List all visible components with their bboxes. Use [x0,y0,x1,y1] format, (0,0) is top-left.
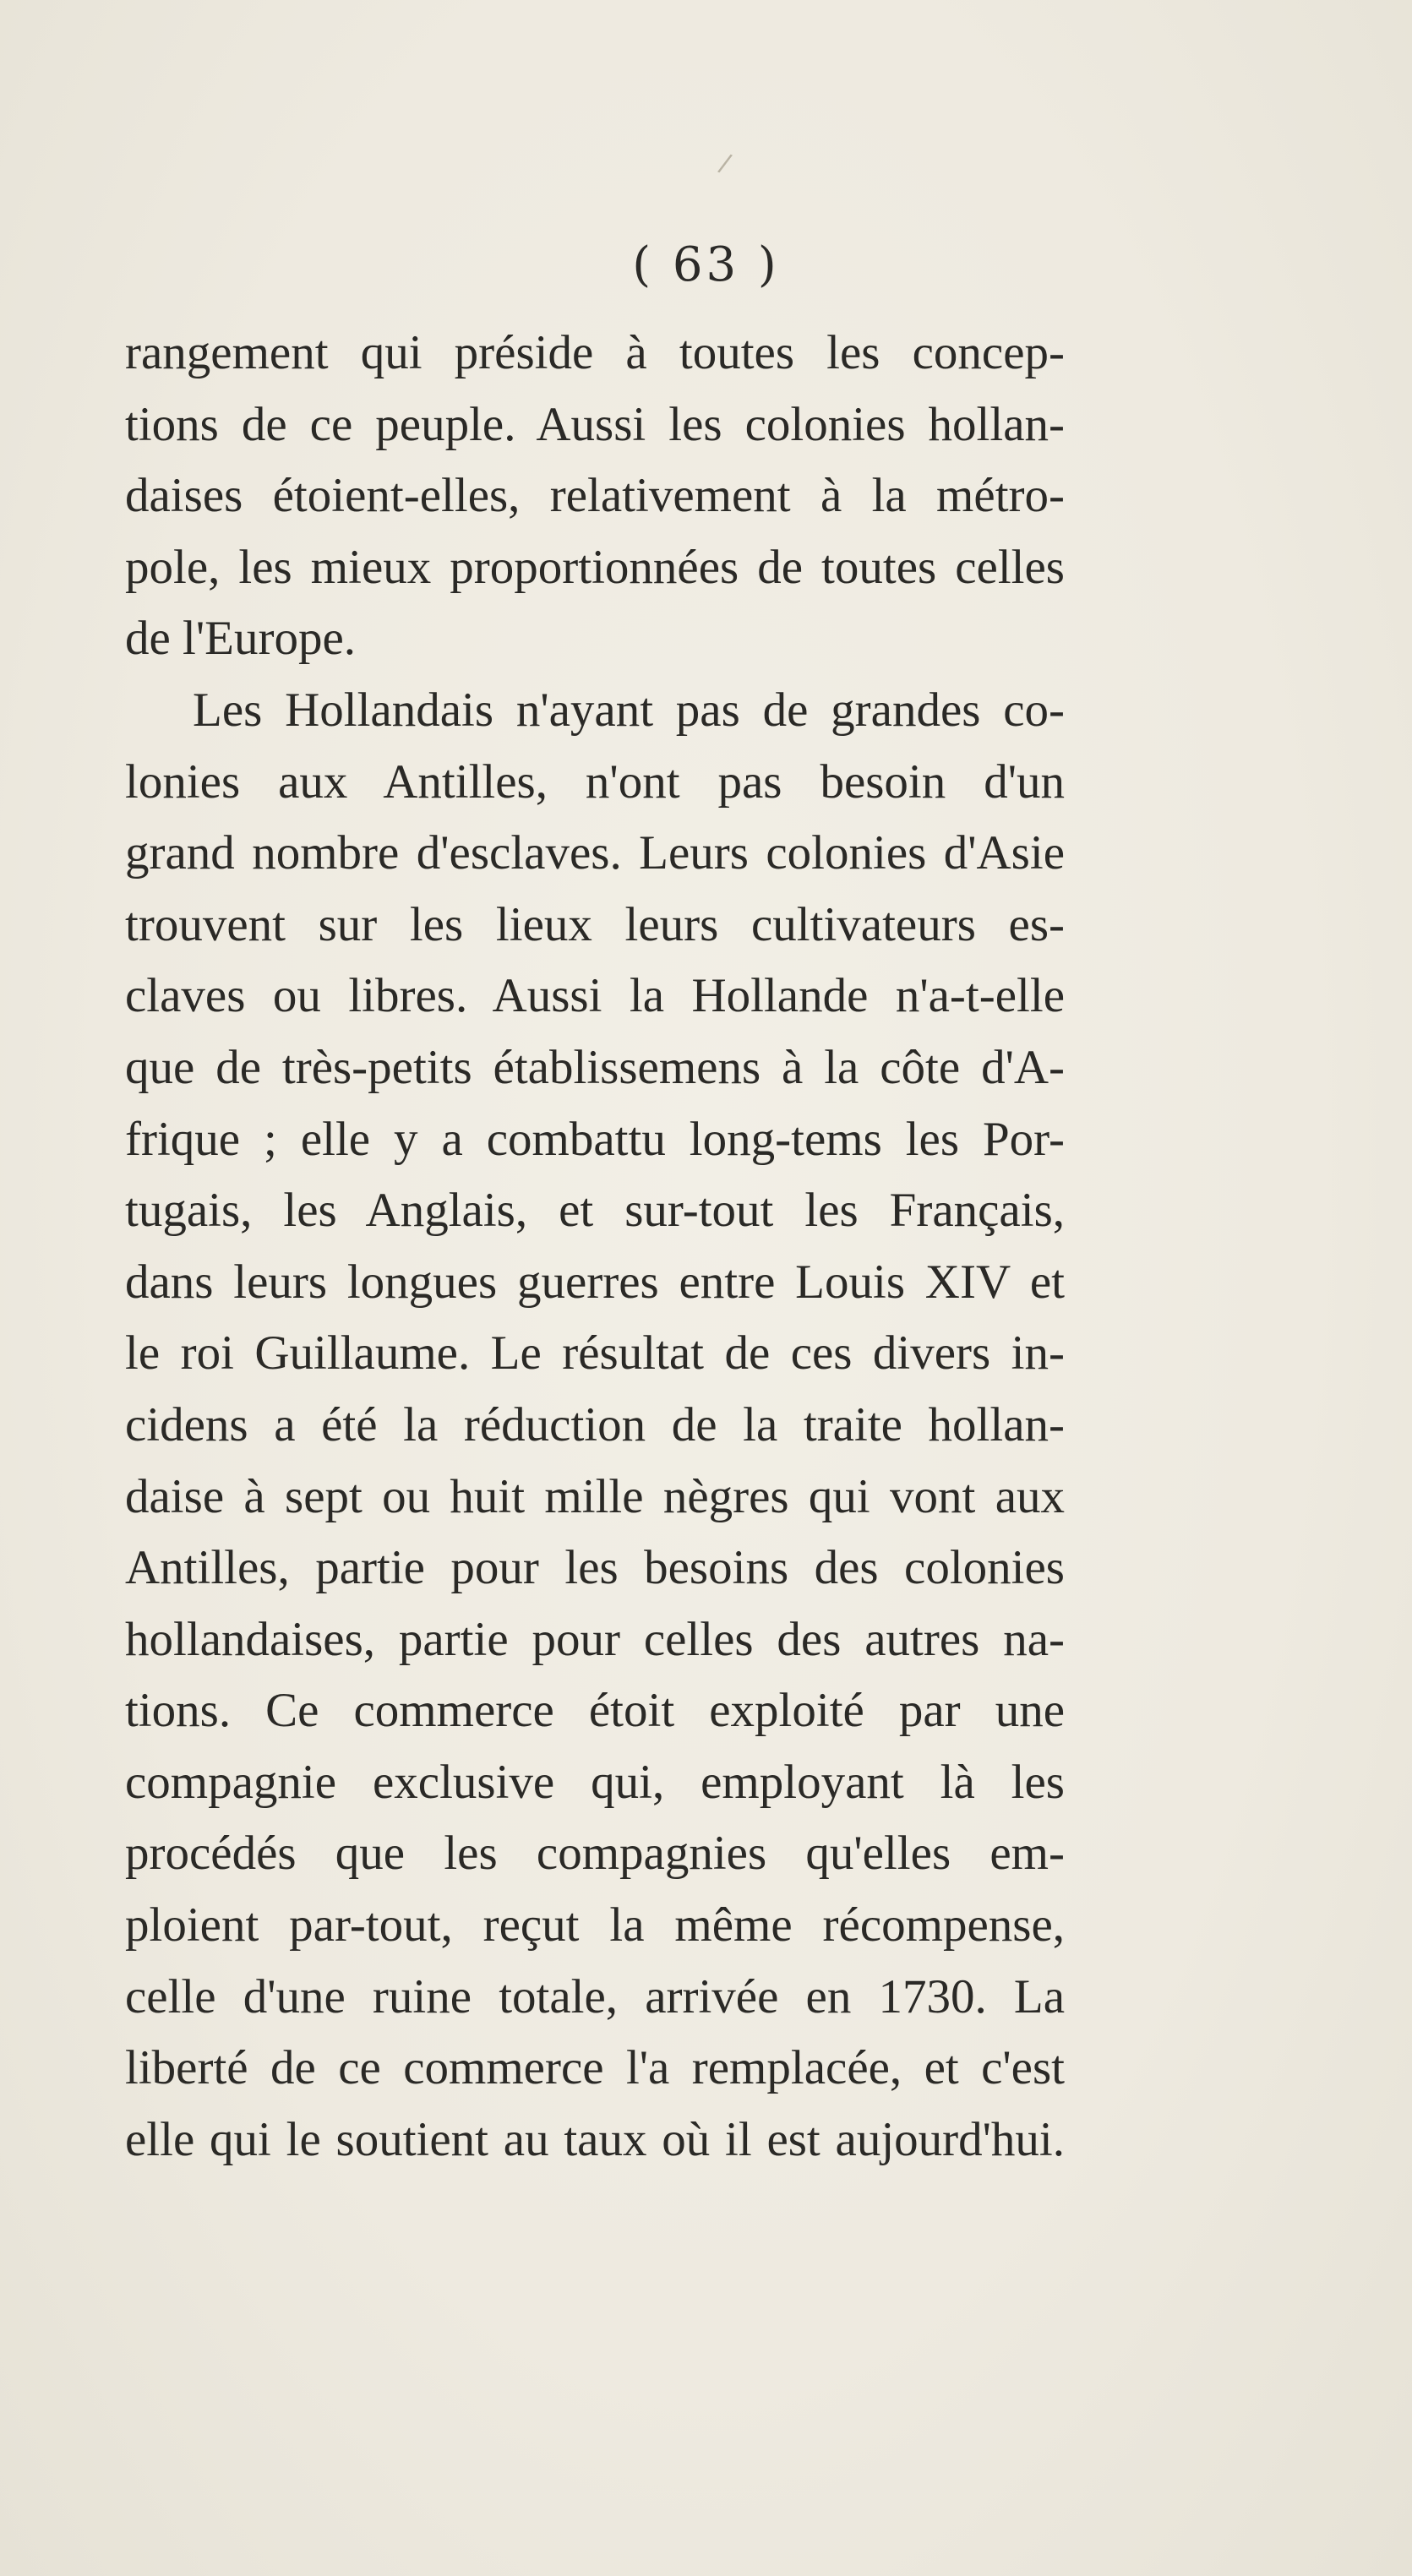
paragraph-start-line: Les Hollandais n'ayant pas de grandes co- [193,683,1065,737]
text-line: trouvent sur les lieux leurs cultivateurs es- [125,897,1065,951]
text-line: hollandaises, partie pour celles des autres na- [125,1612,1065,1666]
text-line: le roi Guillaume. Le résultat de ces divers in- [125,1326,1065,1381]
ink-speck: / [716,148,734,179]
text-line: rangement qui préside à toutes les concep- [125,326,1065,379]
body-text [125,318,1065,2176]
text-line: tions. Ce commerce étoit exploité par une [125,1684,1065,1738]
text-line: celle d'une ruine totale, arrivée en 1730. La [125,1969,1065,2023]
text-line: compagnie exclusive qui, employant là les [125,1755,1065,1809]
text-line: dans leurs longues guerres entre Louis XIV et [125,1255,1065,1309]
text-line: de l'Europe. [125,612,357,666]
text-line: pole, les mieux proportionnées de toutes celles [125,540,1065,594]
text-line: procédés que les compagnies qu'elles em- [125,1827,1065,1881]
text-line: daise à sept ou huit mille nègres qui vont aux [125,1469,1065,1523]
text-line: cidens a été la réduction de la traite hollan- [125,1397,1065,1451]
text-line: tions de ce peuple. Aussi les colonies hollan- [125,397,1065,451]
text-line: daises étoient-elles, relativement à la métro- [125,469,1065,523]
text-line: Antilles, partie pour les besoins des colonies [125,1541,1065,1595]
text-line: elle qui le soutient au taux où il est aujourd'hui. [125,2112,1065,2166]
text-line: liberté de ce commerce l'a remplacée, et c'est [125,2041,1065,2095]
text-line: lonies aux Antilles, n'ont pas besoin d'un [125,754,1065,809]
text-line: grand nombre d'esclaves. Leurs colonies d'Asie [125,826,1065,880]
page-number: ( 63 ) [632,237,780,292]
text-line: que de très-petits établissemens à la côte d'A- [125,1040,1065,1094]
text-line: ploient par-tout, reçut la même récompense, [125,1898,1065,1952]
text-line: frique ; elle y a combattu long-tems les Por- [125,1112,1065,1166]
text-line: tugais, les Anglais, et sur-tout les Français, [125,1184,1065,1238]
text-line: claves ou libres. Aussi la Hollande n'a-t-elle [125,969,1065,1023]
